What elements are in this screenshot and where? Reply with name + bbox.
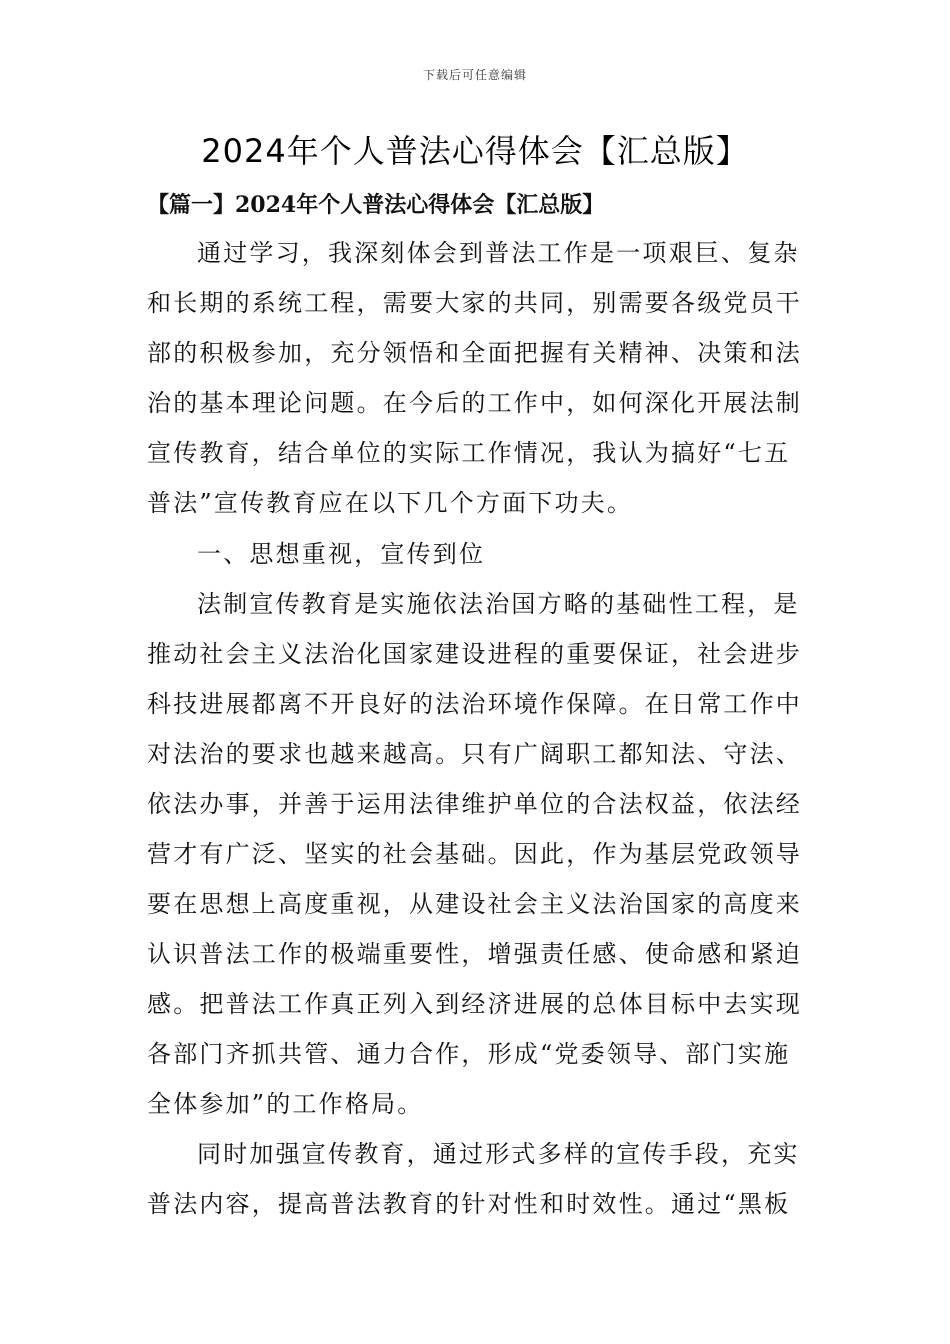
paragraph-line: 各部门齐抓共管、通力合作，形成“党委领导、部门实施 [147,1040,791,1068]
section-heading: 【篇一】2024年个人普法心得体会【汇总版】 [147,192,605,218]
paragraph-line: 营才有广泛、坚实的社会基础。因此，作为基层党政领导 [147,840,802,868]
paragraph-line: 和长期的系统工程，需要大家的共同，别需要各级党员干 [147,289,802,317]
paragraph-line: 通过学习，我深刻体会到普法工作是一项艰巨、复杂 [197,239,800,267]
paragraph-line: 依法办事，并善于运用法律维护单位的合法权益，依法经 [147,790,802,818]
paragraph-line: 推动社会主义法治化国家建设进程的重要保证，社会进步 [147,640,802,668]
paragraph-line: 科技进展都离不开良好的法治环境作保障。在日常工作中 [147,690,802,718]
header-note: 下载后可任意编辑 [422,68,527,82]
paragraph-line: 普法”宣传教育应在以下几个方面下功夫。 [147,489,634,517]
paragraph-line: 法制宣传教育是实施依法治国方略的基础性工程，是 [197,590,800,618]
paragraph-line: 宣传教育，结合单位的实际工作情况，我认为搞好“七五 [147,439,791,467]
paragraph-line: 对法治的要求也越来越高。只有广阔职工都知法、守法、 [147,740,802,768]
document-title: 2024年个人普法心得体会【汇总版】 [201,132,749,170]
paragraph-line: 感。把普法工作真正列入到经济进展的总体目标中去实现 [147,990,802,1018]
paragraph-line: 普法内容，提高普法教育的针对性和时效性。通过“黑板 [147,1190,791,1218]
paragraph-line: 同时加强宣传教育，通过形式多样的宣传手段，充实 [197,1140,800,1168]
subheading-line: 一、思想重视，宣传到位 [197,540,486,568]
paragraph-line: 部的积极参加，充分领悟和全面把握有关精神、决策和法 [147,339,802,367]
paragraph-line: 治的基本理论问题。在今后的工作中，如何深化开展法制 [147,389,802,417]
paragraph-line: 认识普法工作的极端重要性，增强责任感、使命感和紧迫 [147,940,802,968]
paragraph-line: 全体参加”的工作格局。 [147,1090,424,1118]
paragraph-line: 要在思想上高度重视，从建设社会主义法治国家的高度来 [147,890,802,918]
